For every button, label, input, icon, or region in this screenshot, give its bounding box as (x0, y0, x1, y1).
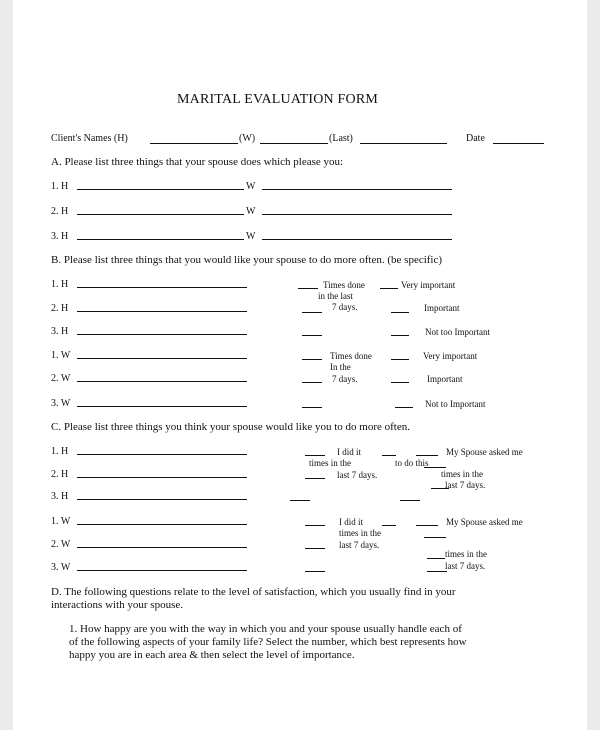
section-b-times-field[interactable] (302, 359, 322, 360)
last-name-field[interactable] (360, 143, 447, 144)
section-c-did-field[interactable] (305, 455, 325, 456)
spouse-asked-label: last 7 days. (445, 561, 486, 571)
section-c-row-label: 1. H (51, 446, 69, 457)
wife-name-field[interactable] (260, 143, 328, 144)
section-c-did-field[interactable] (290, 500, 310, 501)
did-it-label: times in the (309, 458, 351, 468)
question-1-text-cont: of the following aspects of your family life? Select the number, which best represents how (69, 636, 467, 648)
date-label: Date (466, 133, 485, 144)
client-names-label: Client's Names (H) (51, 133, 128, 144)
section-c-asked-field[interactable] (427, 558, 445, 559)
section-a-wife-answer-3[interactable] (262, 239, 452, 240)
importance-label: Very important (423, 351, 478, 361)
section-c-todo-field[interactable] (382, 455, 396, 456)
times-done-label: Times done (330, 351, 372, 361)
section-a-wife-answer-2[interactable] (262, 214, 452, 215)
times-done-label: Times done (323, 280, 365, 290)
section-b-times-field[interactable] (302, 335, 322, 336)
to-do-this-label: to do this (395, 458, 429, 468)
section-c-did-field[interactable] (305, 571, 325, 572)
section-b-importance-field[interactable] (391, 312, 409, 313)
section-c-row-label: 3. H (51, 491, 69, 502)
times-done-label: 7 days. (332, 302, 358, 312)
importance-label: Important (427, 374, 463, 384)
importance-label: Important (424, 303, 460, 313)
section-a-wife-label: W (246, 206, 256, 217)
section-c-husband-answer-3[interactable] (77, 499, 247, 500)
section-a-wife-answer-1[interactable] (262, 189, 452, 190)
section-b-importance-field[interactable] (380, 288, 398, 289)
section-b-row-label: 3. H (51, 326, 69, 337)
section-c-wife-answer-3[interactable] (77, 570, 247, 571)
section-c-asked-field[interactable] (416, 525, 438, 526)
section-b-times-field[interactable] (302, 407, 322, 408)
did-it-label: times in the (339, 528, 381, 538)
form-title: MARITAL EVALUATION FORM (177, 92, 379, 107)
section-c-times-field[interactable] (424, 467, 446, 468)
question-1-text-cont: happy you are in each area & then select the level of importance. (69, 649, 355, 661)
section-a-row-label: 2. H (51, 206, 69, 217)
section-c-asked-field[interactable] (416, 455, 438, 456)
section-b-wife-answer-1[interactable] (77, 358, 247, 359)
section-c-did-field[interactable] (305, 478, 325, 479)
form-page (13, 0, 587, 730)
section-a-wife-label: W (246, 231, 256, 242)
section-b-importance-field[interactable] (391, 382, 409, 383)
section-c-times-field[interactable] (424, 537, 446, 538)
section-b-importance-field[interactable] (391, 359, 409, 360)
section-b-importance-field[interactable] (391, 335, 409, 336)
section-a-heading: A. Please list three things that your spouse does which please you: (51, 156, 344, 168)
section-b-husband-answer-1[interactable] (77, 287, 247, 288)
section-b-row-label: 2. W (51, 373, 71, 384)
section-a-row-label: 3. H (51, 231, 69, 242)
times-done-label: 7 days. (332, 374, 358, 384)
section-a-husband-answer-1[interactable] (77, 189, 244, 190)
section-c-husband-answer-1[interactable] (77, 454, 247, 455)
importance-label: Not to Important (425, 399, 486, 409)
section-b-row-label: 1. W (51, 350, 71, 361)
section-b-wife-answer-2[interactable] (77, 381, 247, 382)
did-it-label: last 7 days. (337, 470, 378, 480)
section-a-husband-answer-2[interactable] (77, 214, 244, 215)
importance-label: Not too Important (425, 327, 490, 337)
section-c-row-label: 3. W (51, 562, 71, 573)
spouse-asked-label: times in the (445, 549, 487, 559)
importance-label: Very important (401, 280, 456, 290)
husband-name-field[interactable] (150, 143, 238, 144)
section-c-asked-field[interactable] (427, 571, 447, 572)
section-b-wife-answer-3[interactable] (77, 406, 247, 407)
section-c-wife-answer-2[interactable] (77, 547, 247, 548)
section-c-row-label: 1. W (51, 516, 71, 527)
section-c-row-label: 2. H (51, 469, 69, 480)
question-1-text: 1. How happy are you with the way in which you and your spouse usually handle each of (69, 623, 462, 635)
times-done-label: In the (330, 362, 351, 372)
section-b-row-label: 1. H (51, 279, 69, 290)
section-c-asked-field[interactable] (400, 500, 420, 501)
did-it-label: I did it (339, 517, 363, 527)
date-field[interactable] (493, 143, 544, 144)
section-b-times-field[interactable] (302, 382, 322, 383)
spouse-asked-label: last 7 days. (445, 480, 486, 490)
spouse-asked-label: times in the (441, 469, 483, 479)
section-c-did-field[interactable] (305, 548, 325, 549)
section-a-wife-label: W (246, 181, 256, 192)
last-name-label: (Last) (329, 133, 353, 144)
times-done-label: in the last (318, 291, 353, 301)
section-b-husband-answer-3[interactable] (77, 334, 247, 335)
section-b-row-label: 2. H (51, 303, 69, 314)
section-a-row-label: 1. H (51, 181, 69, 192)
did-it-label: last 7 days. (339, 540, 380, 550)
section-c-row-label: 2. W (51, 539, 71, 550)
section-c-heading: C. Please list three things you think your spouse would like you to do more often. (51, 421, 410, 433)
wife-name-label: (W) (239, 133, 256, 144)
spouse-asked-label: My Spouse asked me (446, 447, 523, 457)
section-b-row-label: 3. W (51, 398, 71, 409)
section-c-husband-answer-2[interactable] (77, 477, 247, 478)
spouse-asked-label: My Spouse asked me (446, 517, 523, 527)
section-b-times-field[interactable] (298, 288, 318, 289)
section-b-heading: B. Please list three things that you would like your spouse to do more often. (be specific) (51, 254, 443, 266)
section-a-husband-answer-3[interactable] (77, 239, 244, 240)
section-c-did-field[interactable] (305, 525, 325, 526)
section-c-todo-field[interactable] (382, 525, 396, 526)
section-b-importance-field[interactable] (395, 407, 413, 408)
section-c-wife-answer-1[interactable] (77, 524, 247, 525)
section-d-heading: D. The following questions relate to the level of satisfaction, which you usually find in your (51, 586, 456, 598)
section-d-heading-cont: interactions with your spouse. (51, 599, 183, 611)
section-b-times-field[interactable] (302, 312, 322, 313)
section-b-husband-answer-2[interactable] (77, 311, 247, 312)
did-it-label: I did it (337, 447, 361, 457)
